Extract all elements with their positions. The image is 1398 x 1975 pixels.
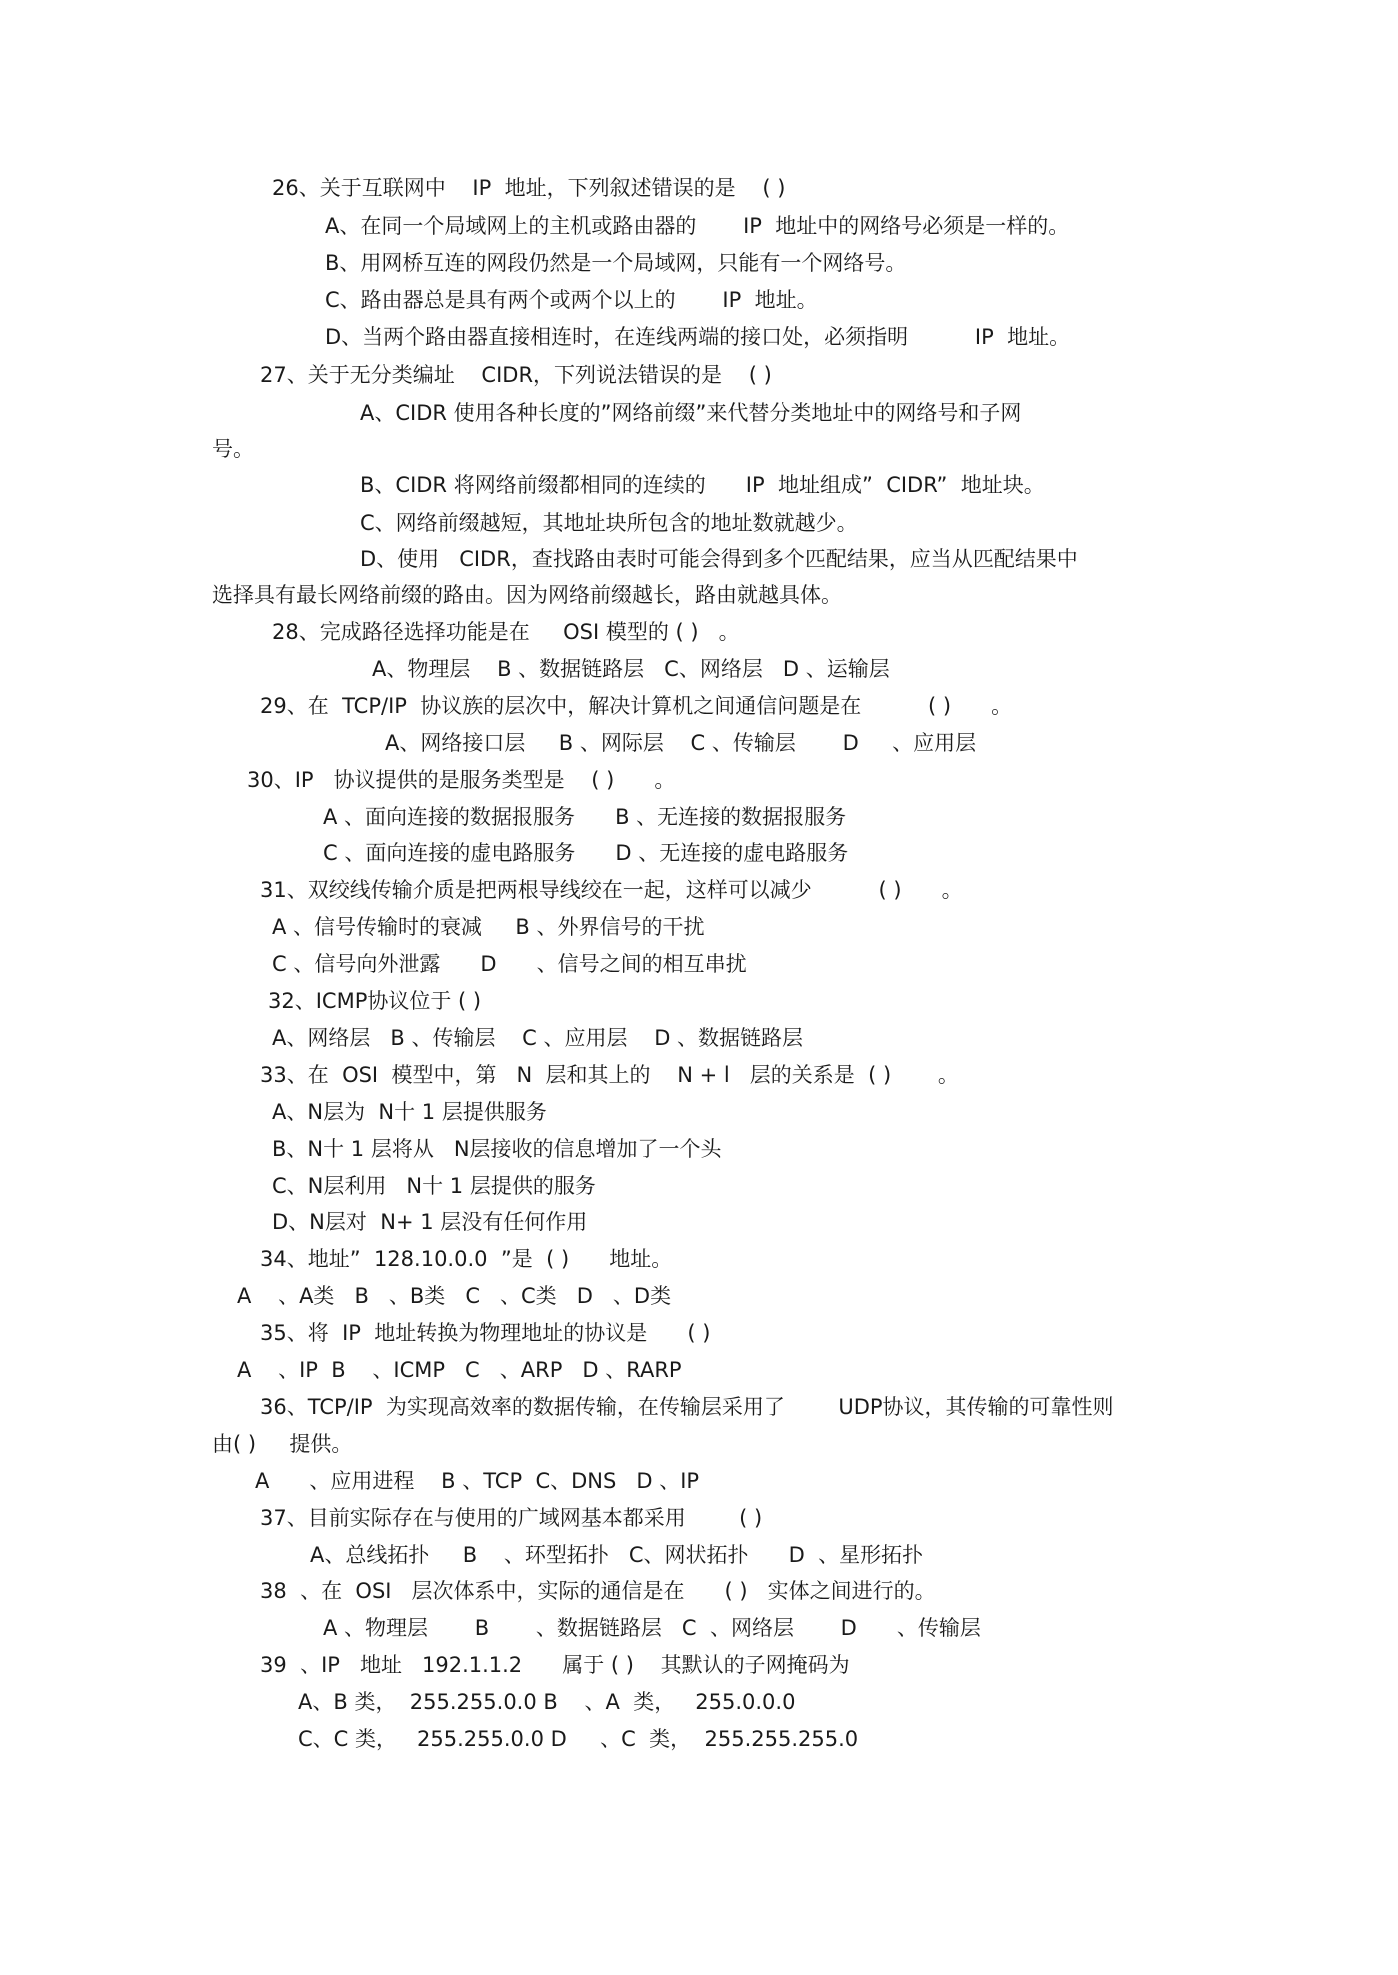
q27-option-a-continued: 号。 [212, 437, 254, 461]
question-35: 35、将 IP 地址转换为物理地址的协议是 ( ) [260, 1321, 711, 1345]
question-28: 28、完成路径选择功能是在 OSI 模型的 ( ) 。 [272, 620, 740, 644]
q31-options-ab: A 、信号传输时的衰减 B 、外界信号的干扰 [272, 915, 705, 939]
q28-options: A、物理层 B 、数据链路层 C、网络层 D 、运输层 [372, 657, 890, 681]
question-39: 39 、IP 地址 192.1.1.2 属于 ( ) 其默认的子网掩码为 [260, 1653, 850, 1677]
q35-options: A 、IP B 、ICMP C 、ARP D 、RARP [237, 1358, 682, 1382]
q33-option-b: B、N十 1 层将从 N层接收的信息增加了一个头 [272, 1137, 722, 1161]
q31-options-cd: C 、信号向外泄露 D 、信号之间的相互串扰 [272, 952, 747, 976]
q27-option-b: B、CIDR 将网络前缀都相同的连续的 IP 地址组成” CIDR” 地址块。 [360, 473, 1045, 497]
question-30: 30、IP 协议提供的是服务类型是 ( ) 。 [247, 768, 676, 792]
q32-options: A、网络层 B 、传输层 C 、应用层 D 、数据链路层 [272, 1026, 804, 1050]
question-36: 36、TCP/IP 为实现高效率的数据传输，在传输层采用了 UDP协议，其传输的可靠性则 [260, 1395, 1114, 1419]
q36-options: A 、应用进程 B 、TCP C、DNS D 、IP [255, 1469, 700, 1493]
q34-options: A 、A类 B 、B类 C 、C类 D 、D类 [237, 1284, 672, 1308]
q39-options-cd: C、C 类， 255.255.0.0 D 、C 类， 255.255.255.0 [298, 1727, 859, 1751]
q26-option-d: D、当两个路由器直接相连时，在连线两端的接口处，必须指明 IP 地址。 [325, 325, 1071, 349]
q30-options-cd: C 、面向连接的虚电路服务 D 、无连接的虚电路服务 [323, 841, 849, 865]
question-32: 32、ICMP协议位于 ( ) [268, 989, 482, 1013]
question-34: 34、地址” 128.10.0.0 ”是 ( ) 地址。 [260, 1247, 673, 1271]
question-31: 31、双绞线传输介质是把两根导线绞在一起，这样可以减少 ( ) 。 [260, 878, 963, 902]
question-37: 37、目前实际存在与使用的广域网基本都采用 ( ) [260, 1506, 763, 1530]
q33-option-c: C、N层利用 N十 1 层提供的服务 [272, 1174, 596, 1198]
q27-option-d-continued: 选择具有最长网络前缀的路由。因为网络前缀越长，路由就越具体。 [212, 583, 842, 607]
q26-option-a: A、在同一个局域网上的主机或路由器的 IP 地址中的网络号必须是一样的。 [325, 214, 1070, 238]
q39-options-ab: A、B 类， 255.255.0.0 B 、A 类， 255.0.0.0 [298, 1690, 796, 1714]
q26-option-b: B、用网桥互连的网段仍然是一个局域网，只能有一个网络号。 [325, 251, 907, 275]
q38-options: A 、物理层 B 、数据链路层 C 、网络层 D 、传输层 [323, 1616, 981, 1640]
q27-option-a: A、CIDR 使用各种长度的”网络前缀”来代替分类地址中的网络号和子网 [360, 401, 1022, 425]
question-36-continued: 由( ) 提供。 [212, 1432, 353, 1456]
question-38: 38 、在 OSI 层次体系中，实际的通信是在 ( ) 实体之间进行的。 [260, 1579, 936, 1603]
q27-option-c: C、网络前缀越短，其地址块所包含的地址数就越少。 [360, 511, 858, 535]
q29-options: A、网络接口层 B 、网际层 C 、传输层 D 、应用层 [385, 731, 977, 755]
question-33: 33、在 OSI 模型中，第 N 层和其上的 N + l 层的关系是 ( ) 。 [260, 1063, 959, 1087]
q37-options: A、总线拓扑 B 、环型拓扑 C、网状拓扑 D 、星形拓扑 [310, 1543, 924, 1567]
question-26: 26、关于互联网中 IP 地址，下列叙述错误的是 ( ) [272, 176, 786, 200]
q30-options-ab: A 、面向连接的数据报服务 B 、无连接的数据报服务 [323, 805, 847, 829]
q27-option-d: D、使用 CIDR，查找路由表时可能会得到多个匹配结果，应当从匹配结果中 [360, 547, 1078, 571]
question-29: 29、在 TCP/IP 协议族的层次中，解决计算机之间通信问题是在 ( ) 。 [260, 694, 1013, 718]
question-27: 27、关于无分类编址 CIDR，下列说法错误的是 ( ) [260, 363, 772, 387]
q33-option-d: D、N层对 N+ 1 层没有任何作用 [272, 1210, 588, 1234]
q33-option-a: A、N层为 N十 1 层提供服务 [272, 1100, 547, 1124]
q26-option-c: C、路由器总是具有两个或两个以上的 IP 地址。 [325, 288, 818, 312]
